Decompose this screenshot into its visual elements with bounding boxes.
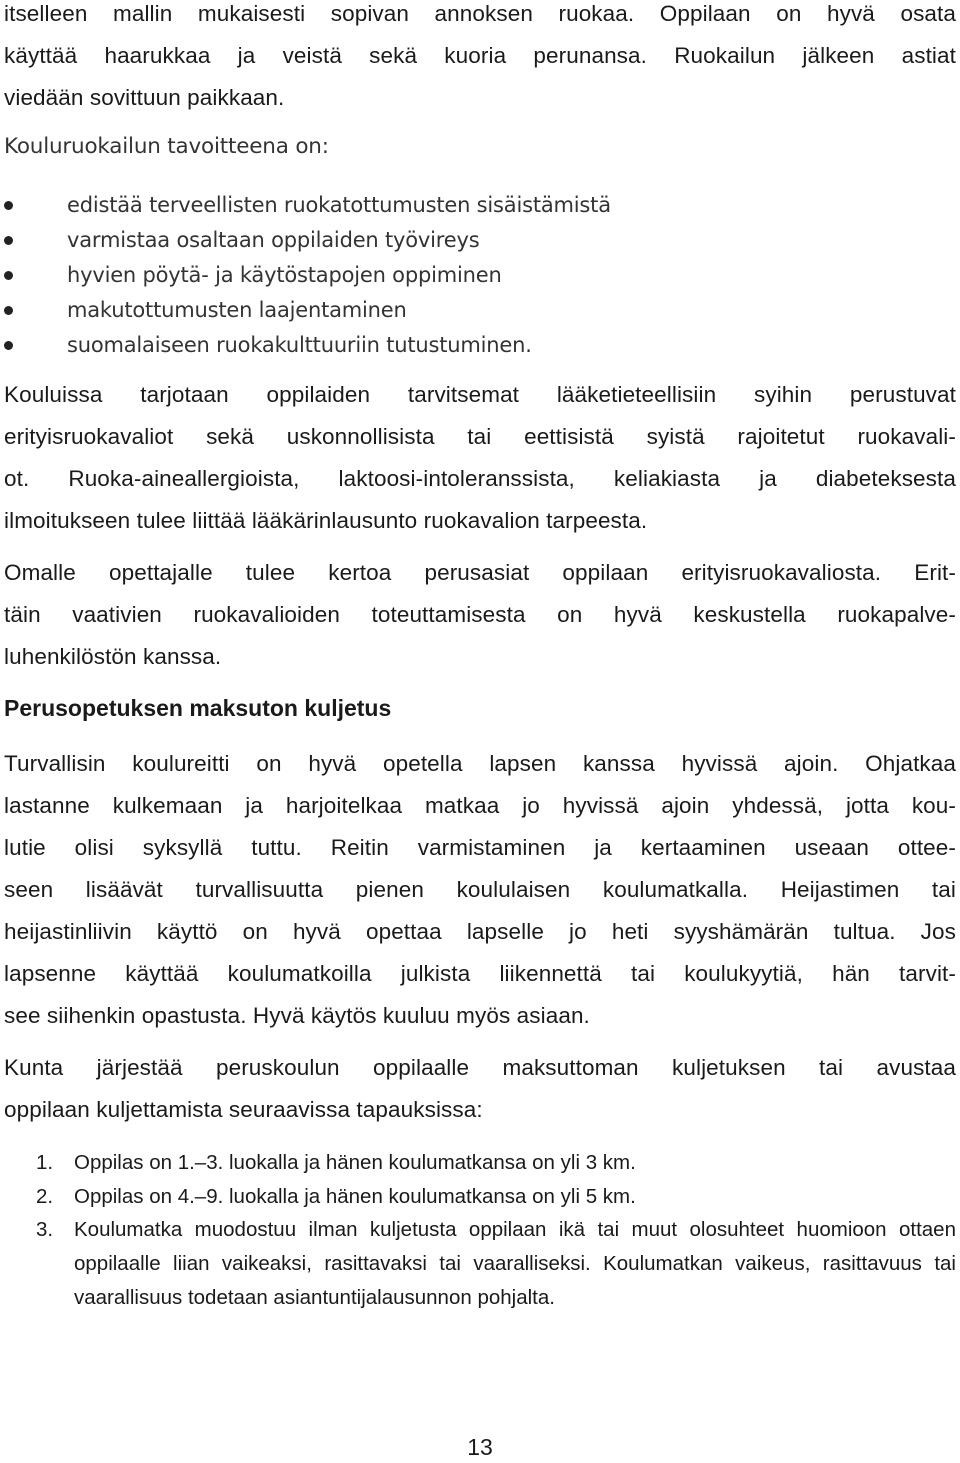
bullet-icon xyxy=(4,271,13,280)
transport-intro-paragraph xyxy=(4,1047,956,1131)
list-item-text: suomalaiseen ruokakulttuuriin tutustuminen. xyxy=(67,333,532,357)
teacher-paragraph xyxy=(4,552,956,678)
paragraph-line: lastanne kulkemaan ja harjoitelkaa matkaa jo hyvissä ajoin yhdessä, jotta kou- xyxy=(4,793,956,818)
paragraph-line: erityisruokavaliot sekä uskonnollisista tai eettisistä syistä rajoitetut ruokavali- xyxy=(4,424,956,449)
paragraph-line: see siihenkin opastusta. Hyvä käytös kuuluu myös asiaan. xyxy=(4,1003,590,1028)
section-heading: Perusopetuksen maksuton kuljetus xyxy=(4,695,392,721)
list-item-text: Koulumatka muodostuu ilman kuljetusta oppilaan ikä tai muut olosuhteet huomioon ottaen oppilaalle liian vaikeaksi, rasittavaksi tai vaaralliseksi. Koulumatkan vaikeus, rasittavuus tai vaarallisuus todetaan asiantuntijalausunnon pohjalta. xyxy=(74,1218,956,1309)
list-item-number: 1. xyxy=(36,1151,54,1174)
list-item-number: 2. xyxy=(36,1185,54,1208)
paragraph-line: lapsenne käyttää koulumatkoilla julkista liikennettä tai koulukyytiä, hän tarvit- xyxy=(4,961,956,986)
paragraph-line: Kouluissa tarjotaan oppilaiden tarvitsemat lääketieteellisiin syihin perustuvat xyxy=(4,382,956,407)
bullet-icon xyxy=(4,306,13,315)
bullet-icon xyxy=(4,341,13,350)
paragraph-line: ilmoitukseen tulee liittää lääkärinlausunto ruokavalion tarpeesta. xyxy=(4,508,648,533)
paragraph-line: täin vaativien ruokavalioiden toteuttamisesta on hyvä keskustella ruokapalve- xyxy=(4,602,956,627)
paragraph-line: Kunta järjestää peruskoulun oppilaalle maksuttoman kuljetuksen tai avustaa xyxy=(4,1055,956,1080)
paragraph-line: oppilaan kuljettamista seuraavissa tapauksissa: xyxy=(4,1097,483,1122)
list-item-text: makutottumusten laajentaminen xyxy=(67,298,407,322)
list-item-text: Oppilas on 4.–9. luokalla ja hänen koulumatkansa on yli 5 km. xyxy=(74,1185,636,1208)
list-item-text: hyvien pöytä- ja käytöstapojen oppiminen xyxy=(67,263,502,287)
paragraph-line: Turvallisin koulureitti on hyvä opetella lapsen kanssa hyvissä ajoin. Ohjatkaa xyxy=(4,751,956,776)
goals-intro: Kouluruokailun tavoitteena on: xyxy=(4,134,329,159)
list-item-text: Oppilas on 1.–3. luokalla ja hänen koulumatkansa on yli 3 km. xyxy=(74,1151,636,1174)
paragraph-line: lutie olisi syksyllä tuttu. Reitin varmistaminen ja kertaaminen useaan ottee- xyxy=(4,835,956,860)
list-item-text: edistää terveellisten ruokatottumusten sisäistämistä xyxy=(67,193,611,217)
paragraph-line: luhenkilöstön kanssa. xyxy=(4,644,222,669)
paragraph-line: ot. Ruoka-aineallergioista, laktoosi-intoleranssista, keliakiasta ja diabeteksesta xyxy=(4,466,956,491)
paragraph-line: itselleen mallin mukaisesti sopivan annoksen ruokaa. Oppilaan on hyvä osata xyxy=(4,1,956,26)
paragraph-line: seen lisäävät turvallisuutta pienen koululaisen koulumatkalla. Heijastimen tai xyxy=(4,877,956,902)
bullet-icon xyxy=(4,201,13,210)
paragraph-line: heijastinliivin käyttö on hyvä opettaa lapselle jo heti syyshämärän tultua. Jos xyxy=(4,919,956,944)
list-item-text: varmistaa osaltaan oppilaiden työvireys xyxy=(67,228,480,252)
opening-paragraph xyxy=(4,0,956,119)
paragraph-line: Omalle opettajalle tulee kertoa perusasiat oppilaan erityisruokavaliosta. Erit- xyxy=(4,560,956,585)
paragraph-line: käyttää haarukkaa ja veistä sekä kuoria perunansa. Ruokailun jälkeen astiat xyxy=(4,43,956,68)
paragraph-line: viedään sovittuun paikkaan. xyxy=(4,85,285,110)
special-diets-paragraph xyxy=(4,374,956,542)
bullet-icon xyxy=(4,236,13,245)
list-item-number: 3. xyxy=(36,1218,54,1241)
safety-paragraph xyxy=(4,743,956,1037)
page-number: 13 xyxy=(467,1434,493,1460)
